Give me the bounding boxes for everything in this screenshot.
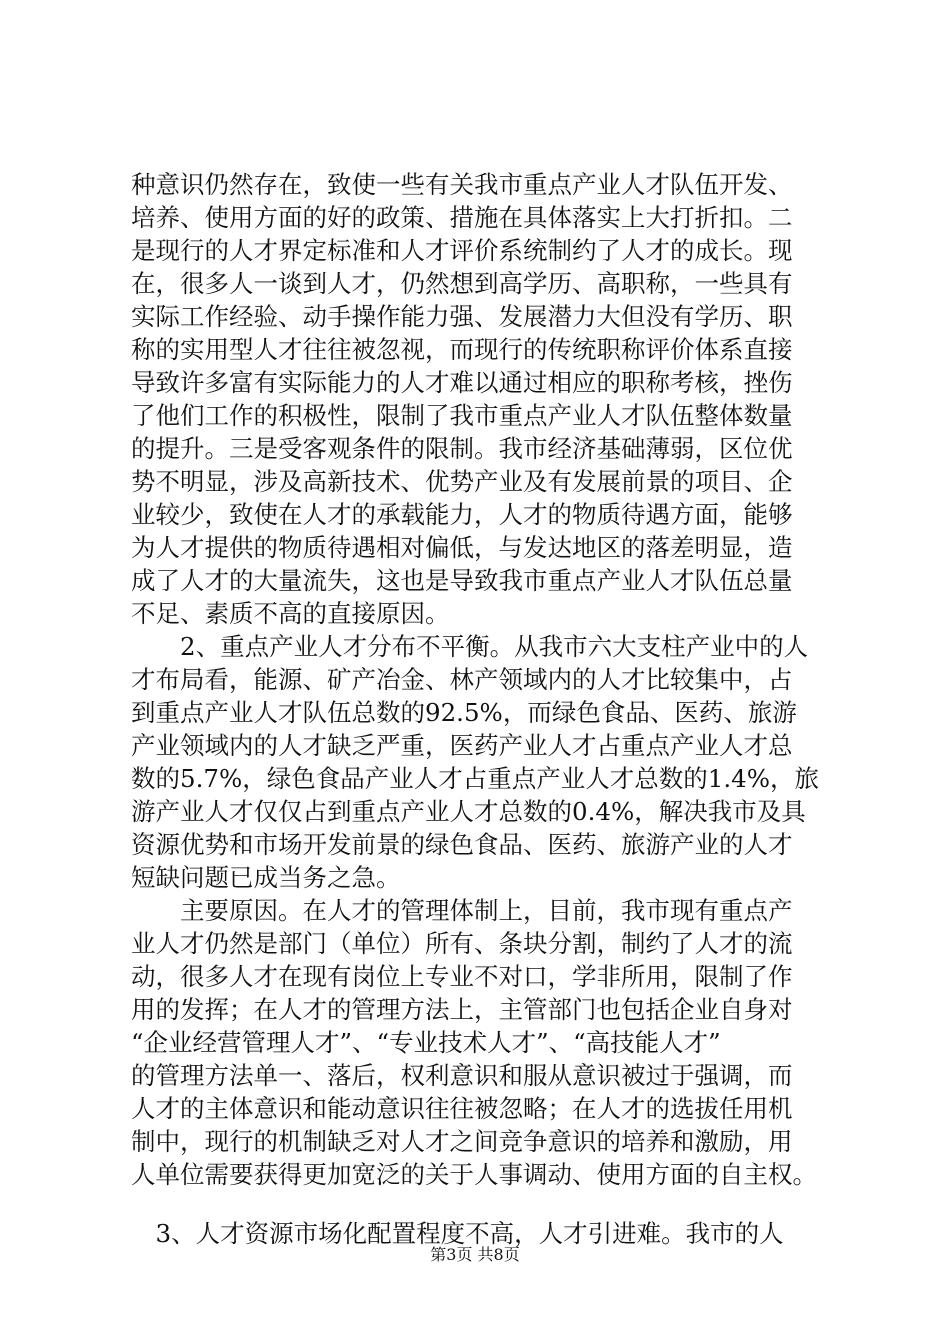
text-line: 称的实用型人才往往被忽视，而现行的传统职称评价体系直接 [131, 335, 793, 364]
text-line: 势不明显，涉及高新技术、优势产业及有发展前景的项目、企 [131, 467, 793, 496]
text-line: 人才的主体意识和能动意识往往被忽略；在人才的选拔任用机 [131, 1094, 793, 1123]
text-line: 制中，现行的机制缺乏对人才之间竞争意识的培养和激励，用 [131, 1127, 793, 1156]
text-line: 为人才提供的物质待遇相对偏低，与发达地区的落差明显，造 [131, 533, 793, 562]
text-line: 培养、使用方面的好的政策、措施在具体落实上大打折扣。二 [131, 203, 793, 232]
text-line: 种意识仍然存在，致使一些有关我市重点产业人才队伍开发、 [131, 170, 793, 199]
text-line: 实际工作经验、动手操作能力强、发展潜力大但没有学历、职 [131, 302, 793, 331]
text-line: 游产业人才仅仅占到重点产业人才总数的0.4%，解决我市及具 [131, 797, 806, 826]
text-line: 了他们工作的积极性，限制了我市重点产业人才队伍整体数量 [131, 401, 793, 430]
text-line: “企业经营管理人才”、“专业技术人才”、“高技能人才” [131, 1028, 721, 1057]
text-line: 不足、素质不高的直接原因。 [131, 599, 450, 628]
paragraph-gap [131, 1191, 831, 1217]
text-line: 短缺问题已成当务之急。 [131, 863, 401, 892]
text-line: 是现行的人才界定标准和人才评价系统制约了人才的成长。现 [131, 236, 793, 265]
text-line: 用的发挥；在人才的管理方法上，主管部门也包括企业自身对 [131, 995, 793, 1024]
text-line: 人单位需要获得更加宽泛的关于人事调动、使用方面的自主权。 [131, 1160, 817, 1189]
text-line: 业人才仍然是部门（单位）所有、条块分割，制约了人才的流 [131, 929, 793, 958]
text-line: 导致许多富有实际能力的人才难以通过相应的职称考核，挫伤 [131, 368, 793, 397]
text-line: 成了人才的大量流失，这也是导致我市重点产业人才队伍总量 [131, 566, 793, 595]
text-line: 业较少，致使在人才的承载能力，人才的物质待遇方面，能够 [131, 500, 793, 529]
text-line: 动，很多人才在现有岗位上专业不对口，学非所用，限制了作 [131, 962, 793, 991]
body-text [131, 168, 831, 1250]
text-line: 才布局看，能源、矿产冶金、林产领域内的人才比较集中，占 [131, 665, 793, 694]
text-line: 到重点产业人才队伍总数的92.5%，而绿色食品、医药、旅游 [131, 698, 797, 727]
text-line: 3、人才资源市场化配置程度不高，人才引进难。我市的人 [131, 1219, 784, 1248]
text-line: 资源优势和市场开发前景的绿色食品、医药、旅游产业的人才 [131, 830, 793, 859]
text-line: 主要原因。在人才的管理体制上，目前，我市现有重点产 [131, 896, 793, 925]
text-line: 的提升。三是受客观条件的限制。我市经济基础薄弱，区位优 [131, 434, 793, 463]
page-footer [0, 1244, 950, 1266]
text-line: 2、重点产业人才分布不平衡。从我市六大支柱产业中的人 [131, 632, 809, 661]
text-line: 产业领域内的人才缺乏严重，医药产业人才占重点产业人才总 [131, 731, 793, 760]
page-number-label: 第3页 共8页 [430, 1245, 520, 1264]
text-line: 的管理方法单一、落后，权利意识和服从意识被过于强调，而 [131, 1061, 793, 1090]
text-line: 数的5.7%，绿色食品产业人才占重点产业人才总数的1.4%，旅 [131, 764, 819, 793]
text-line: 在，很多人一谈到人才，仍然想到高学历、高职称，一些具有 [131, 269, 793, 298]
